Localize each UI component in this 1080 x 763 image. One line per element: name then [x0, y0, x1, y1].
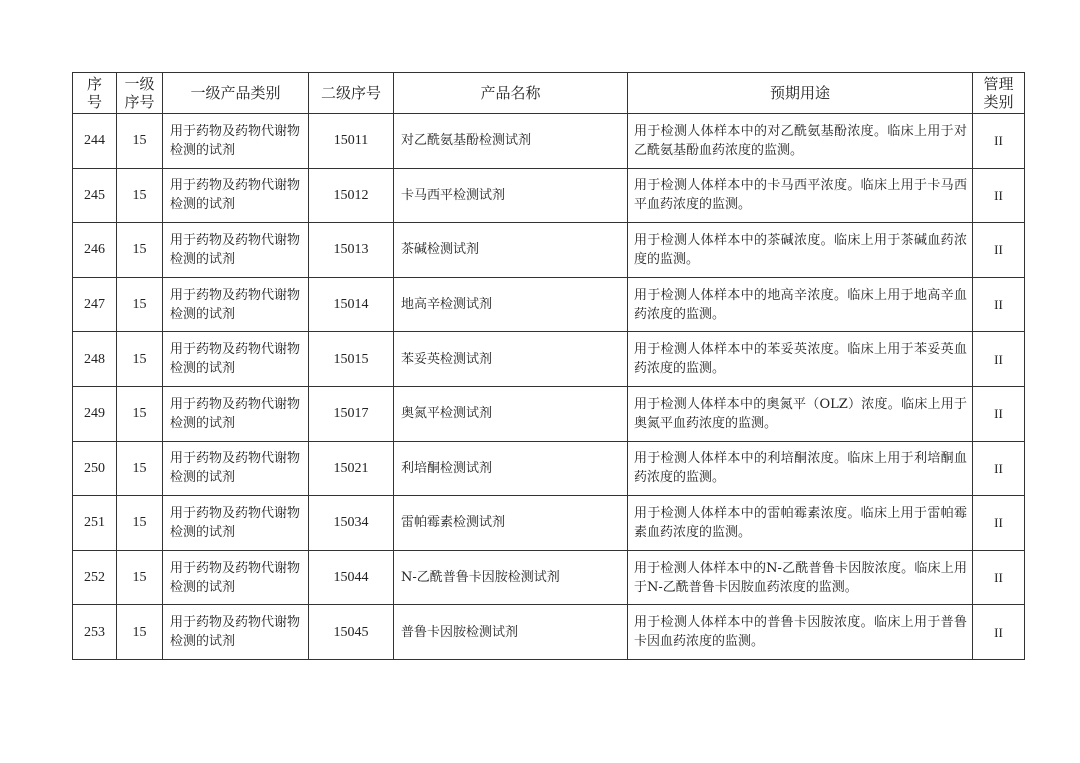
cell-level1-seq: 15	[117, 441, 163, 496]
cell-product-name: 雷帕霉素检测试剂	[394, 496, 628, 551]
cell-seq: 252	[73, 550, 117, 605]
table-header-row	[73, 73, 1025, 114]
table-row	[73, 332, 1025, 387]
cell-mgmt-class: II	[973, 386, 1025, 441]
cell-seq: 244	[73, 114, 117, 169]
table-row	[73, 168, 1025, 223]
cell-mgmt-class: II	[973, 441, 1025, 496]
cell-level1-category: 用于药物及药物代谢物检测的试剂	[163, 605, 309, 660]
cell-level2-seq: 15045	[309, 605, 394, 660]
cell-level1-seq: 15	[117, 168, 163, 223]
table-row	[73, 386, 1025, 441]
cell-intended-use: 用于检测人体样本中的苯妥英浓度。临床上用于苯妥英血药浓度的监测。	[628, 332, 973, 387]
cell-level1-category: 用于药物及药物代谢物检测的试剂	[163, 168, 309, 223]
cell-level1-category: 用于药物及药物代谢物检测的试剂	[163, 386, 309, 441]
table-row	[73, 441, 1025, 496]
cell-level1-seq: 15	[117, 332, 163, 387]
cell-intended-use: 用于检测人体样本中的奥氮平（OLZ）浓度。临床上用于奥氮平血药浓度的监测。	[628, 386, 973, 441]
cell-level2-seq: 15017	[309, 386, 394, 441]
cell-seq: 247	[73, 277, 117, 332]
cell-level2-seq: 15011	[309, 114, 394, 169]
header-mgmt-class: 管理类别	[973, 73, 1025, 114]
cell-product-name: 利培酮检测试剂	[394, 441, 628, 496]
cell-level1-seq: 15	[117, 114, 163, 169]
cell-product-name: 卡马西平检测试剂	[394, 168, 628, 223]
cell-level2-seq: 15014	[309, 277, 394, 332]
cell-level1-seq: 15	[117, 550, 163, 605]
cell-product-name: 普鲁卡因胺检测试剂	[394, 605, 628, 660]
cell-level1-seq: 15	[117, 223, 163, 278]
cell-mgmt-class: II	[973, 223, 1025, 278]
cell-level1-category: 用于药物及药物代谢物检测的试剂	[163, 332, 309, 387]
cell-mgmt-class: II	[973, 496, 1025, 551]
cell-seq: 249	[73, 386, 117, 441]
table-body	[73, 114, 1025, 660]
header-level1-category: 一级产品类别	[163, 73, 309, 114]
cell-level2-seq: 15012	[309, 168, 394, 223]
cell-seq: 248	[73, 332, 117, 387]
cell-intended-use: 用于检测人体样本中的N-乙酰普鲁卡因胺浓度。临床上用于N-乙酰普鲁卡因胺血药浓度的监测。	[628, 550, 973, 605]
cell-level2-seq: 15015	[309, 332, 394, 387]
cell-intended-use: 用于检测人体样本中的雷帕霉素浓度。临床上用于雷帕霉素血药浓度的监测。	[628, 496, 973, 551]
cell-product-name: 茶碱检测试剂	[394, 223, 628, 278]
header-level2-seq: 二级序号	[309, 73, 394, 114]
cell-seq: 250	[73, 441, 117, 496]
cell-mgmt-class: II	[973, 114, 1025, 169]
table-row	[73, 223, 1025, 278]
cell-intended-use: 用于检测人体样本中的普鲁卡因胺浓度。临床上用于普鲁卡因血药浓度的监测。	[628, 605, 973, 660]
header-level1-seq: 一级序号	[117, 73, 163, 114]
cell-product-name: 苯妥英检测试剂	[394, 332, 628, 387]
cell-level1-category: 用于药物及药物代谢物检测的试剂	[163, 223, 309, 278]
cell-intended-use: 用于检测人体样本中的茶碱浓度。临床上用于茶碱血药浓度的监测。	[628, 223, 973, 278]
cell-intended-use: 用于检测人体样本中的对乙酰氨基酚浓度。临床上用于对乙酰氨基酚血药浓度的监测。	[628, 114, 973, 169]
cell-product-name: N-乙酰普鲁卡因胺检测试剂	[394, 550, 628, 605]
cell-seq: 253	[73, 605, 117, 660]
cell-level1-category: 用于药物及药物代谢物检测的试剂	[163, 496, 309, 551]
cell-product-name: 地高辛检测试剂	[394, 277, 628, 332]
cell-level2-seq: 15021	[309, 441, 394, 496]
cell-seq: 245	[73, 168, 117, 223]
cell-level2-seq: 15013	[309, 223, 394, 278]
document-page	[72, 72, 1025, 660]
cell-intended-use: 用于检测人体样本中的利培酮浓度。临床上用于利培酮血药浓度的监测。	[628, 441, 973, 496]
cell-seq: 251	[73, 496, 117, 551]
cell-level1-category: 用于药物及药物代谢物检测的试剂	[163, 550, 309, 605]
cell-mgmt-class: II	[973, 277, 1025, 332]
header-intended-use: 预期用途	[628, 73, 973, 114]
table-row	[73, 605, 1025, 660]
cell-mgmt-class: II	[973, 332, 1025, 387]
table-row	[73, 550, 1025, 605]
header-product-name: 产品名称	[394, 73, 628, 114]
cell-mgmt-class: II	[973, 550, 1025, 605]
cell-intended-use: 用于检测人体样本中的卡马西平浓度。临床上用于卡马西平血药浓度的监测。	[628, 168, 973, 223]
cell-product-name: 奥氮平检测试剂	[394, 386, 628, 441]
table-row	[73, 496, 1025, 551]
cell-level2-seq: 15044	[309, 550, 394, 605]
cell-product-name: 对乙酰氨基酚检测试剂	[394, 114, 628, 169]
cell-level1-category: 用于药物及药物代谢物检测的试剂	[163, 114, 309, 169]
table-row	[73, 277, 1025, 332]
cell-level2-seq: 15034	[309, 496, 394, 551]
cell-level1-category: 用于药物及药物代谢物检测的试剂	[163, 277, 309, 332]
product-classification-table	[72, 72, 1025, 660]
table-row	[73, 114, 1025, 169]
cell-level1-seq: 15	[117, 386, 163, 441]
cell-intended-use: 用于检测人体样本中的地高辛浓度。临床上用于地高辛血药浓度的监测。	[628, 277, 973, 332]
cell-level1-seq: 15	[117, 605, 163, 660]
cell-seq: 246	[73, 223, 117, 278]
header-seq: 序号	[73, 73, 117, 114]
cell-mgmt-class: II	[973, 168, 1025, 223]
cell-level1-seq: 15	[117, 277, 163, 332]
cell-mgmt-class: II	[973, 605, 1025, 660]
cell-level1-category: 用于药物及药物代谢物检测的试剂	[163, 441, 309, 496]
cell-level1-seq: 15	[117, 496, 163, 551]
